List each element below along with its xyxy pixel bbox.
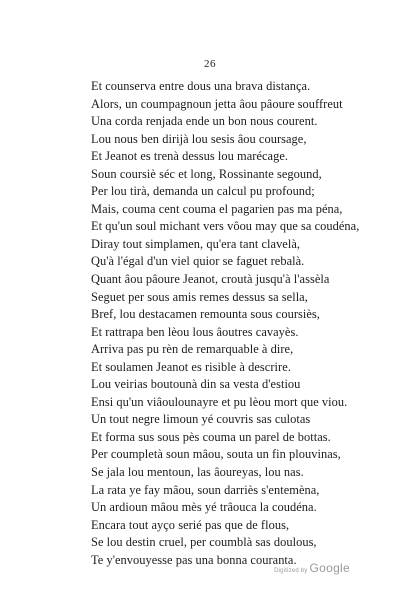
verse-line: La rata ye fay mâou, soun darriès s'entemèna, [91,482,320,497]
verse-line: Per lou tirà, demanda un calcul pu profound; [91,184,315,199]
verse-line: Soun coursiè séc et long, Rossinante segound, [91,166,322,181]
verse-line: Et rattrapa ben lèou lous âoutres cavayès. [91,324,299,339]
verse-line: Arriva pas pu rèn de remarquable à dire, [91,342,294,357]
verse-line: Encara tout ayço serié pas que de flous, [91,517,290,532]
verse-line: Una corda renjada ende un bon nous courent. [91,114,318,129]
verse-line: Per coumpletà soun mâou, souta un fin plouvinas, [91,447,341,462]
watermark-prefix: Digitized by [274,568,308,574]
poem-text [91,78,391,569]
verse-line: Un tout negre limoun yé couvris sas culotas [91,412,311,427]
verse-line: Seguet per sous amis remes dessus sa sella, [91,289,308,304]
verse-line: Et counserva entre dous una brava distança. [91,79,311,93]
verse-line: Quant âou pâoure Jeanot, croutà jusqu'à l'assèla [91,272,330,287]
verse-line: Ensi qu'un viâoulounayre et pu lèou mort que viou. [91,394,348,409]
verse-line: Se lou destin cruel, per coumblà sas doulous, [91,535,317,550]
verse-line: Un ardioun mâou mès yé trâouca la coudéna. [91,500,317,515]
verse-line: Qu'à l'égal d'un viel quior se faguet rebalà. [91,254,305,269]
verse-line: Diray tout simplamen, qu'era tant clavelà, [91,236,301,251]
digitized-by-google-watermark [274,561,350,575]
verse-line: Bref, lou destacamen remounta sous coursiès, [91,307,320,322]
verse-line: Et qu'un soul michant vers vôou may que sa coudéna, [91,219,360,234]
verse-line: Se jala lou mentoun, las âoureyas, lou nas. [91,465,304,480]
verse-line: Et forma sus sous pès couma un parel de bottas. [91,429,331,444]
verse-line: Et Jeanot es trenà dessus lou marécage. [91,149,289,164]
verse-line: Te y'envouyesse pas una bonna couranta. [91,552,297,567]
page-number: 26 [204,58,216,70]
watermark-brand: Google [309,561,350,575]
verse-line: Mais, couma cent couma el pagarien pas ma péna, [91,201,343,216]
verse-line: Alors, un coumpagnoun jetta âou pâoure souffreut [91,96,343,111]
verse-line: Lou nous ben dirijà lou sesis âou coursage, [91,131,307,146]
verse-line: Lou veirias boutounà din sa vesta d'estiou [91,377,301,392]
verse-line: Et soulamen Jeanot es risible à descrire. [91,359,291,374]
